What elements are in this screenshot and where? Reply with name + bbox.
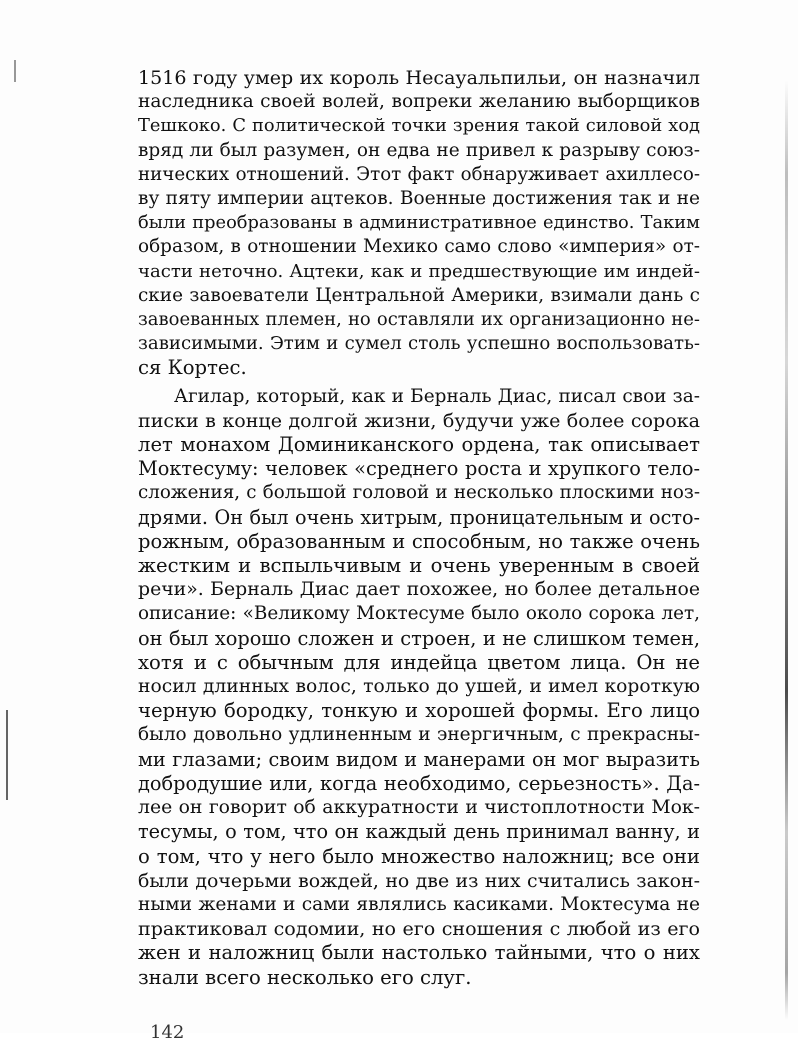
paragraph: [138, 66, 700, 381]
text-line: добродушие или, когда необходимо, серьезность». Да-: [138, 771, 700, 795]
text-line: зависимыми. Этим и сумел столь успешно воспользовать-: [138, 333, 700, 355]
text-line: описание: «Великому Моктесуме было около сорока лет,: [138, 603, 700, 625]
text-line: лее он говорит об аккуратности и чистоплотности Мок-: [138, 797, 700, 819]
text-line: нических отношений. Этот факт обнаруживает ахиллесо-: [138, 163, 700, 185]
text-line: наследника своей волей, вопреки желанию выборщиков: [138, 91, 700, 113]
text-line: он был хорошо сложен и строен, и не слишком темен,: [138, 626, 700, 650]
text-line: речи». Берналь Диас дает похожее, но более детальное: [138, 579, 700, 601]
text-line: ся Кортес.: [138, 356, 247, 380]
text-line: носил длинных волос, только до ушей, и имел короткую: [138, 676, 700, 698]
text-line: образом, в отношении Мехико само слово «империя» от-: [138, 236, 700, 258]
text-line: ву пяту империи ацтеков. Военные достижения так и не: [138, 188, 700, 210]
text-line: о том, что у него было множество наложниц; все они: [138, 844, 700, 868]
text-line: Тешкоко. С политической точки зрения такой силовой ход: [138, 115, 700, 137]
text-line: сложения, с большой головой и несколько плоскими ноз-: [138, 482, 700, 504]
text-line: ские завоеватели Центральной Америки, взимали дань с: [138, 284, 700, 306]
text-line: были дочерьми вождей, но две из них считались закон-: [138, 869, 700, 892]
text-line: Агилар, который, как и Берналь Диас, писал свои за-: [174, 385, 700, 407]
text-line: писки в конце долгой жизни, будучи уже более сорока: [138, 409, 700, 432]
text-line: были преобразованы в административное единство. Таким: [138, 212, 700, 234]
text-line: жен и наложниц были настолько тайными, что о них: [138, 941, 700, 965]
text-line: практиковал содомии, но его сношения с любой из его: [138, 917, 700, 941]
paragraph: [138, 385, 700, 990]
text-line: ными женами и сами являлись касиками. Моктесума не: [138, 893, 700, 915]
scan-artifact-left-top: [14, 60, 16, 82]
text-line: ми глазами; своим видом и манерами он мог выразить: [138, 747, 700, 771]
text-line: тесумы, о том, что он каждый день принимал ванну, и: [138, 820, 700, 844]
text-line: хотя и с обычным для индейца цветом лица. Он не: [138, 650, 700, 674]
text-line: было довольно удлиненным и энергичным, с прекрасны-: [138, 724, 700, 746]
text-line: 1516 году умер их король Несауальпильи, он назначил: [138, 67, 700, 89]
body-text: [138, 66, 700, 994]
text-line: части неточно. Ацтеки, как и предшествующие им индей-: [138, 260, 700, 282]
page-number: 142: [150, 1022, 185, 1043]
scan-artifact-left: [6, 710, 8, 800]
text-line: Моктесуму: человек «среднего роста и хрупкого тело-: [138, 457, 700, 481]
scan-artifact-right-edge: [785, 80, 788, 1020]
text-line: жестким и вспыльчивым и очень уверенным в своей: [138, 554, 700, 578]
text-line: дрями. Он был очень хитрым, проницательным и осто-: [138, 505, 700, 529]
text-line: лет монахом Доминиканского ордена, так описывает: [138, 433, 700, 457]
text-line: вряд ли был разумен, он едва не привел к разрыву союз-: [138, 139, 700, 161]
text-line: знали всего несколько его слуг.: [138, 965, 472, 989]
text-line: рожным, образованным и способным, но также очень: [138, 529, 700, 553]
text-line: завоеванных племен, но оставляли их организационно не-: [138, 309, 700, 331]
text-line: черную бородку, тонкую и хорошей формы. Его лицо: [138, 699, 700, 723]
